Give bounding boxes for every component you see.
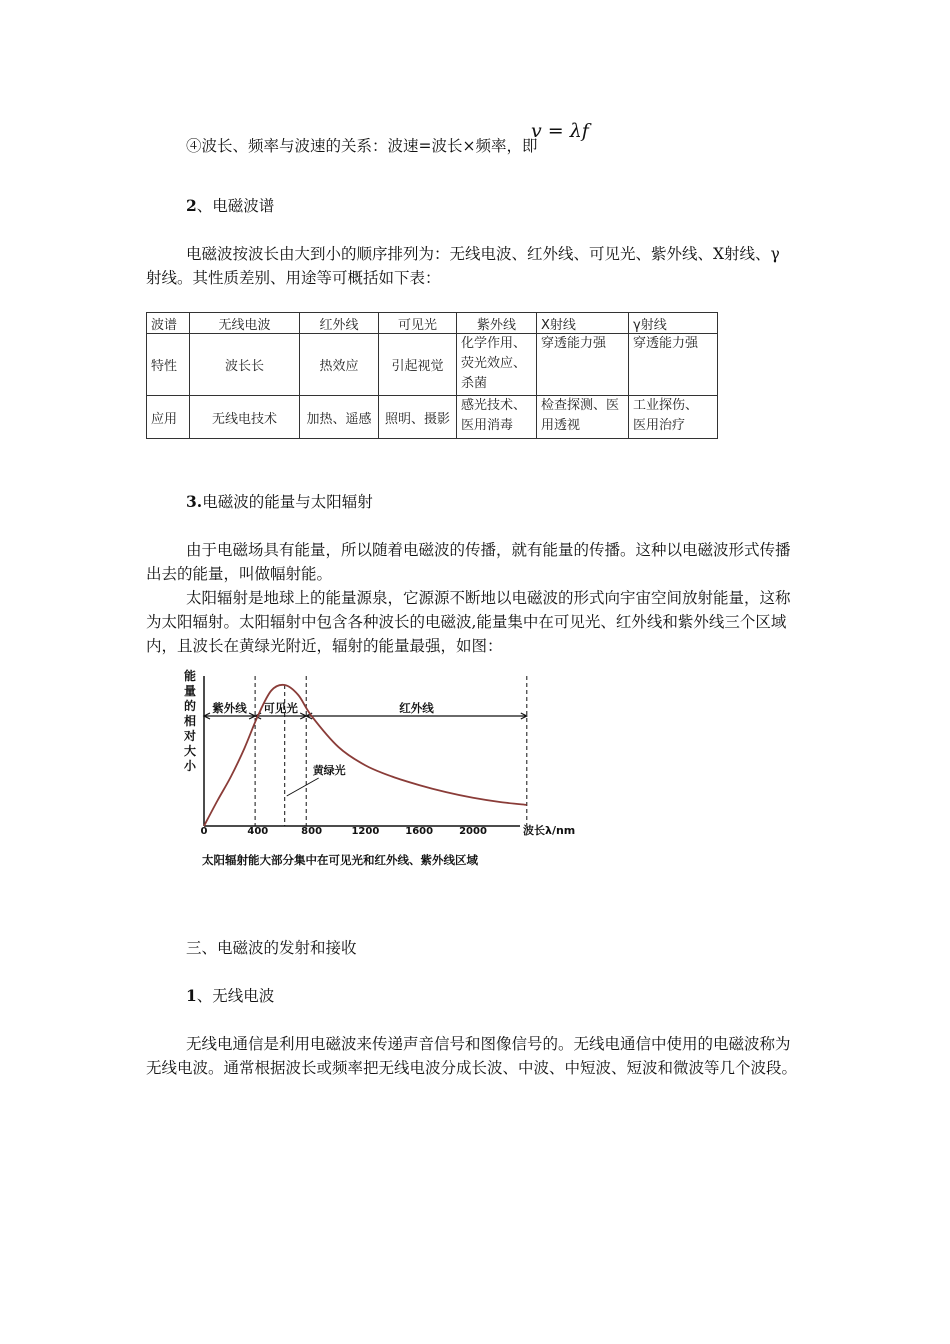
section3-para1-line1: 由于电磁场具有能量，所以随着电磁波的传播，就有能量的传播。这种以电磁波形式传播 [186, 541, 791, 559]
wave-relation-text: ④波长、频率与波速的关系：波速=波长×频率，即 [186, 137, 538, 155]
yellow-green-annotation: 黄绿光 [312, 764, 346, 777]
table-header-cell: 红外线 [300, 313, 379, 334]
section2-title: 、电磁波谱 [196, 197, 275, 215]
table-header-cell: X射线 [537, 313, 629, 334]
section3-para1-line2: 出去的能量，叫做幅射能。 [146, 565, 333, 583]
table-cell: 感光技术、 医用消毒 [457, 396, 537, 439]
y-axis-label-char: 量 [184, 684, 197, 698]
table-header-cell: 波谱 [147, 313, 190, 334]
section-three-heading: 三、电磁波的发射和接收 [186, 939, 357, 957]
section3-para2-line2: 为太阳辐射。太阳辐射中包含各种波长的电磁波,能量集中在可见光、红外线和紫外线三个区域 [146, 613, 787, 631]
table-cell: 引起视觉 [379, 334, 457, 396]
section2-heading [186, 194, 274, 218]
region-label: 红外线 [399, 701, 434, 715]
y-axis-label [183, 668, 197, 773]
x-tick-label: 400 [247, 826, 269, 837]
table-header-cell: 紫外线 [457, 313, 537, 334]
table-cell: 加热、遥感 [300, 396, 379, 439]
table-row [147, 334, 718, 396]
radiation-curve [204, 685, 527, 826]
x-tick-label: 0 [200, 826, 208, 837]
radio-para-line2: 无线电波。通常根据波长或频率把无线电波分成长波、中波、中短波、短波和微波等几个波段。 [146, 1059, 798, 1077]
x-tick-label: 1600 [405, 826, 434, 837]
chart-caption: 太阳辐射能大部分集中在可见光和红外线、紫外线区域 [202, 853, 478, 867]
table-cell: 热效应 [300, 334, 379, 396]
region-label: 可见光 [263, 701, 298, 715]
table-cell: 工业探伤、 医用治疗 [629, 396, 718, 439]
y-axis-label-char: 相 [184, 714, 197, 728]
table-header-row [147, 313, 718, 334]
table-cell: 检查探测、医 用透视 [537, 396, 629, 439]
y-axis-label-char: 小 [184, 759, 197, 773]
x-tick-label: 800 [301, 826, 323, 837]
x-axis-label: 波长λ/nm [523, 824, 576, 837]
wave-formula: v = λf [531, 120, 589, 142]
table-header-cell: γ射线 [629, 313, 718, 334]
radio-number: 1 [186, 986, 197, 1005]
section3-heading [186, 490, 373, 514]
section3-title: 电磁波的能量与太阳辐射 [202, 493, 373, 511]
section3-para2-line1: 太阳辐射是地球上的能量源泉，它源源不断地以电磁波的形式向宇宙空间放射能量，这称 [186, 589, 791, 607]
section2-intro-line1: 电磁波按波长由大到小的顺序排列为：无线电波、红外线、可见光、紫外线、X射线、γ [186, 245, 780, 263]
x-tick-label: 1200 [351, 826, 380, 837]
table-cell: 穿透能力强 [629, 334, 718, 396]
table-cell: 波长长 [190, 334, 300, 396]
radio-title: 、无线电波 [196, 987, 275, 1005]
x-tick-label: 2000 [459, 826, 487, 837]
radio-heading [186, 984, 274, 1008]
table-cell: 照明、摄影 [379, 396, 457, 439]
table-row [147, 396, 718, 439]
y-axis-label-char: 大 [184, 744, 197, 758]
section3-number: 3. [186, 492, 203, 511]
section2-number: 2 [186, 196, 197, 215]
radio-para-line1: 无线电通信是利用电磁波来传递声音信号和图像信号的。无线电通信中使用的电磁波称为 [186, 1035, 791, 1053]
table-cell: 化学作用、 荧光效应、 杀菌 [457, 334, 537, 396]
table-row-label: 特性 [147, 334, 190, 396]
solar-radiation-chart [180, 668, 600, 878]
table-row-label: 应用 [147, 396, 190, 439]
y-axis-label-char: 能 [184, 669, 197, 683]
table-header-cell: 无线电波 [190, 313, 300, 334]
table-header-cell: 可见光 [379, 313, 457, 334]
annotation-pointer [287, 778, 319, 796]
region-label: 紫外线 [212, 701, 247, 715]
y-axis-label-char: 的 [184, 699, 197, 713]
table-cell: 穿透能力强 [537, 334, 629, 396]
section2-intro-line2: 射线。其性质差别、用途等可概括如下表： [146, 269, 441, 287]
spectrum-table [146, 312, 718, 439]
table-cell: 无线电技术 [190, 396, 300, 439]
section3-para2-line3: 内，且波长在黄绿光附近，辐射的能量最强，如图： [146, 637, 503, 655]
y-axis-label-char: 对 [184, 729, 197, 743]
